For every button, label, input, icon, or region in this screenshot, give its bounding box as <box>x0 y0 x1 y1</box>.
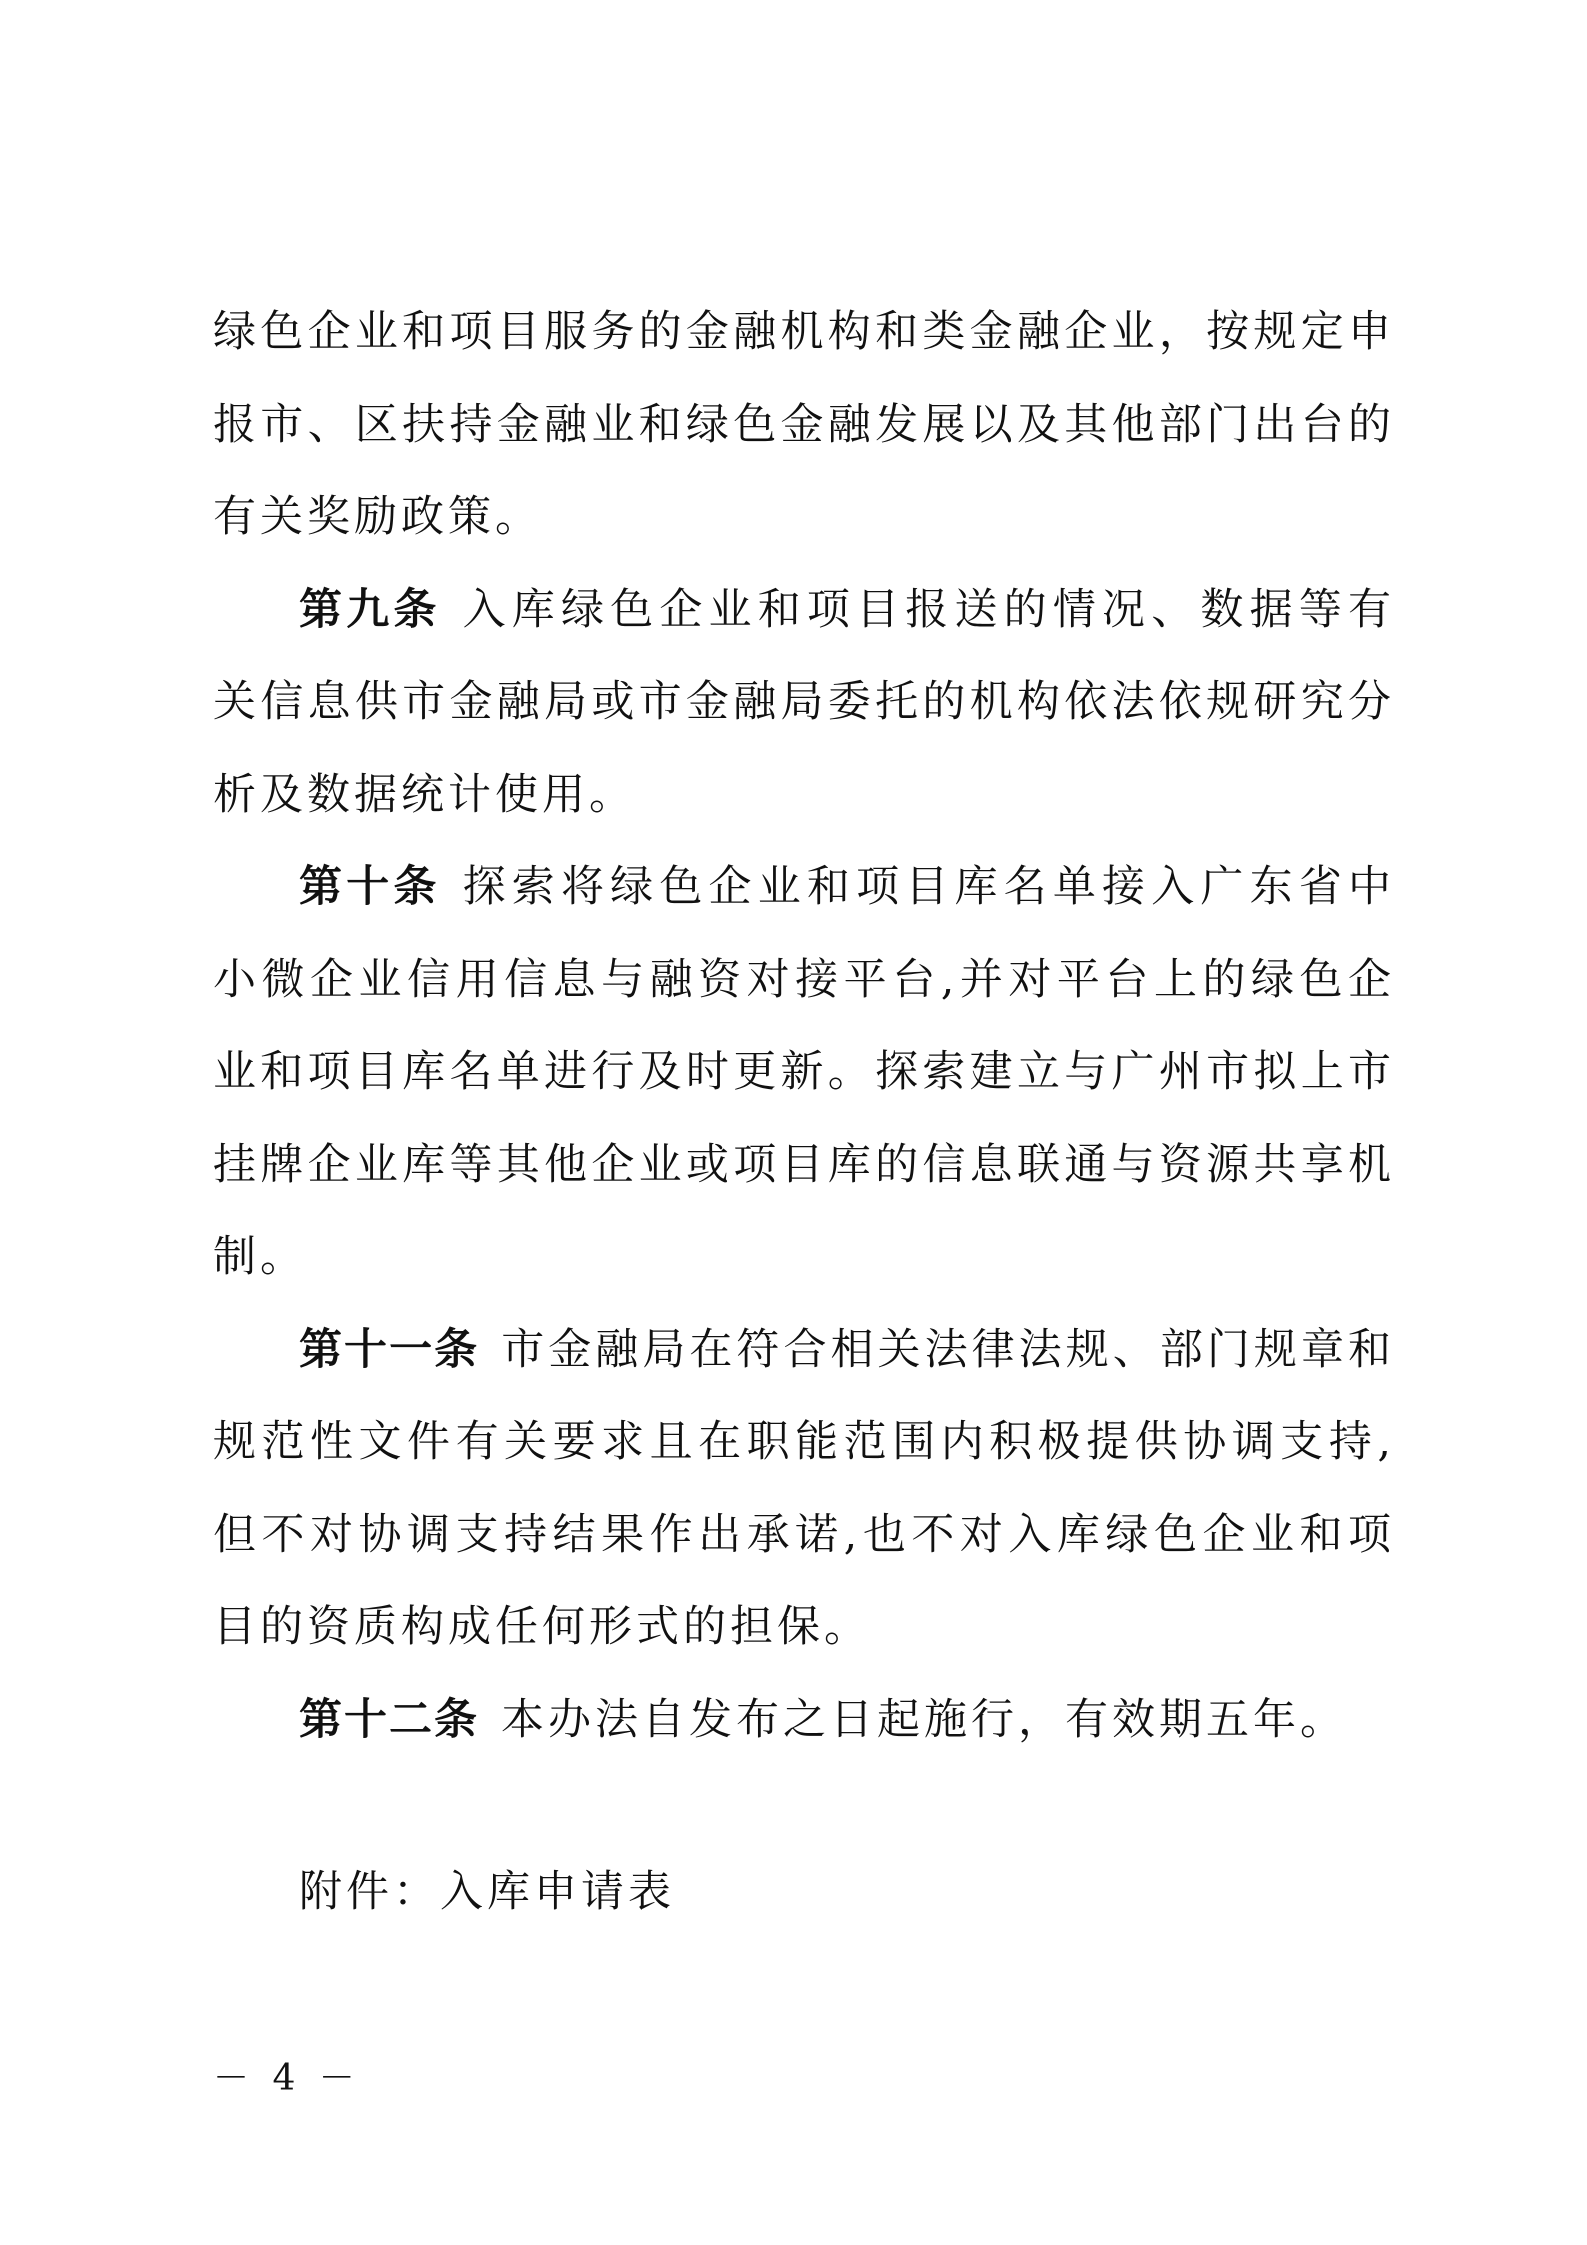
article-11 <box>213 1304 1395 1674</box>
article-label: 第十二条 <box>299 1694 479 1745</box>
article-text: 入库绿色企业和项目报送的情况、数据等有关信息供市金融局或市金融局委托的机构依法依规研究分析及数据统计使用。 <box>213 584 1396 820</box>
article-label: 第九条 <box>299 584 441 635</box>
attachment-note: 附件：入库申请表 <box>299 1867 675 1917</box>
article-9 <box>213 564 1395 842</box>
paragraph-continuation <box>213 286 1395 564</box>
article-text: 本办法自发布之日起施行，有效期五年。 <box>501 1694 1347 1745</box>
page-number: － 4 － <box>213 2058 361 2099</box>
document-body <box>213 286 1395 1938</box>
paragraph-text: 绿色企业和项目服务的金融机构和类金融企业，按规定申报市、区扶持金融业和绿色金融发展以及其他部门出台的有关奖励政策。 <box>213 307 1395 542</box>
article-12 <box>213 1674 1395 1767</box>
article-10 <box>213 841 1395 1304</box>
article-text: 探索将绿色企业和项目库名单接入广东省中小微企业信用信息与融资对接平台,并对平台上的绿色企业和项目库名单进行及时更新。探索建立与广州市拟上市挂牌企业库等其他企业或项目库的信息联通与资源共享机制。 <box>213 862 1396 1282</box>
article-label: 第十条 <box>299 862 441 912</box>
article-label: 第十一条 <box>299 1324 480 1375</box>
article-text: 市金融局在符合相关法律法规、部门规章和规范性文件有关要求且在职能范围内积极提供协调支持,但不对协调支持结果作出承诺,也不对入库绿色企业和项目的资质构成任何形式的担保。 <box>213 1324 1396 1652</box>
